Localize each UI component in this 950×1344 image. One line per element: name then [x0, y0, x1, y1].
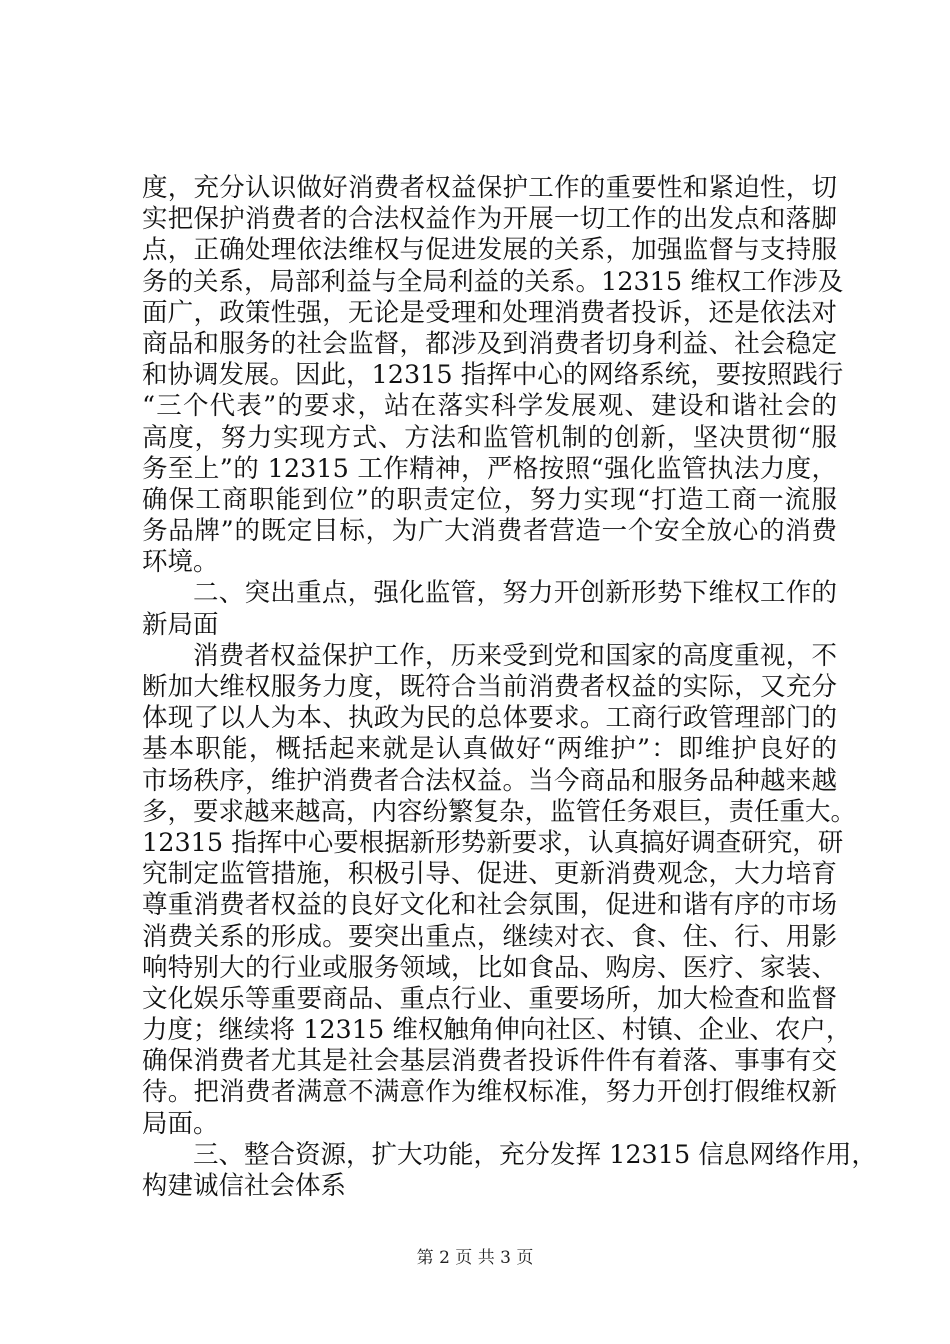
text-line: 度，充分认识做好消费者权益保护工作的重要性和紧迫性，切: [142, 173, 837, 203]
text-line: 断加大维权服务力度，既符合当前消费者权益的实际，又充分: [142, 672, 837, 702]
text-line: 响特别大的行业或服务领域，比如食品、购房、医疗、家装、: [142, 952, 837, 983]
text-line: 消费者权益保护工作，历来受到党和国家的高度重视，不: [193, 640, 837, 671]
text-line: 12315 指挥中心要根据新形势新要求，认真搞好调查研究，研: [142, 827, 844, 858]
text-line: 究制定监管措施，积极引导、促进、更新消费观念，大力培育: [142, 859, 837, 890]
text-line: 面广，政策性强，无论是受理和处理消费者投诉，还是依法对: [142, 297, 837, 328]
text-line: 务的关系，局部利益与全局利益的关系。12315 维权工作涉及: [142, 266, 844, 297]
text-line: 务至上”的 12315 工作精神，严格按照“强化监管执法力度，: [142, 453, 837, 484]
text-line: 力度；继续将 12315 维权触角伸向社区、村镇、企业、农户，: [142, 1015, 852, 1046]
text-line: “三个代表”的要求，站在落实科学发展观、建设和谐社会的: [142, 391, 837, 422]
text-line: 构建诚信社会体系: [142, 1171, 347, 1201]
text-line: 和协调发展。因此，12315 指挥中心的网络系统，要按照践行: [142, 360, 844, 391]
text-line: 确保工商职能到位”的职责定位，努力实现“打造工商一流服: [142, 484, 837, 515]
text-line: 新局面: [142, 609, 219, 640]
text-line: 环境。: [142, 547, 219, 578]
text-line: 实把保护消费者的合法权益作为开展一切工作的出发点和落脚: [142, 204, 837, 235]
text-line: 多，要求越来越高，内容纷繁复杂，监管任务艰巨，责任重大。: [142, 796, 857, 827]
text-line: 二、突出重点，强化监管，努力开创新形势下维权工作的: [193, 578, 837, 609]
text-line: 消费关系的形成。要突出重点，继续对衣、食、住、行、用影: [142, 921, 837, 952]
document-body: [142, 173, 877, 1202]
text-line: 体现了以人为本、执政为民的总体要求。工商行政管理部门的: [142, 703, 837, 734]
text-line: 高度，努力实现方式、方法和监管机制的创新，坚决贯彻“服: [142, 422, 837, 453]
text-line: 三、整合资源，扩大功能，充分发挥 12315 信息网络作用，: [193, 1139, 877, 1170]
text-line: 确保消费者尤其是社会基层消费者投诉件件有着落、事事有交: [142, 1046, 837, 1077]
text-line: 待。把消费者满意不满意作为维权标准，努力开创打假维权新: [142, 1077, 837, 1108]
text-line: 市场秩序，维护消费者合法权益。当今商品和服务品种越来越: [142, 765, 837, 796]
page-footer: 第 2 页 共 3 页: [416, 1248, 534, 1268]
text-line: 尊重消费者权益的良好文化和社会氛围，促进和谐有序的市场: [142, 890, 837, 921]
text-line: 局面。: [142, 1108, 219, 1139]
text-line: 基本职能，概括起来就是认真做好“两维护”：即维护良好的: [142, 734, 837, 765]
text-line: 务品牌”的既定目标，为广大消费者营造一个安全放心的消费: [142, 516, 837, 547]
text-line: 商品和服务的社会监督，都涉及到消费者切身利益、社会稳定: [142, 328, 837, 359]
text-line: 点，正确处理依法维权与促进发展的关系，加强监督与支持服: [142, 235, 837, 266]
text-line: 文化娱乐等重要商品、重点行业、重要场所，加大检查和监督: [142, 983, 837, 1014]
